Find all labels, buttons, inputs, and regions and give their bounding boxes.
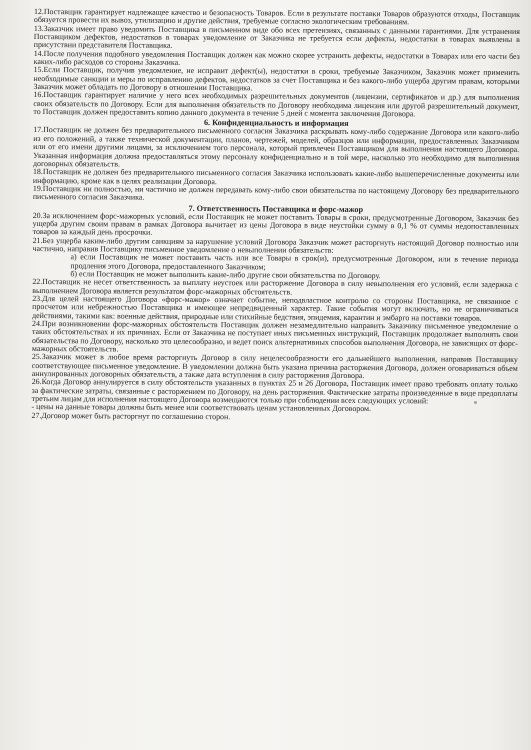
clause-paragraph: 16.Поставщик гарантирует наличие у него всех необходимых разрешительных документов (лицензии, сертификатов и др.) для выполнения своих обязательств по Договору. Если для выполнения обязательств по Договору необходима лицензия или другой разрешительный документ, то Поставщик должен предоставить копию данного документа в течение 5 дней с момента заключения Договора. (33, 90, 520, 119)
clause-paragraph: 22.Поставщик не несет ответственность за выплату неустоек или расторжение Договора в силу невыполнения его условий, если задержка с выполнением Договора является результатом форс-мажорных обстоятельств. (32, 277, 519, 297)
clause-paragraph: 14.После получения подобного уведомления Поставщик должен как можно скорее устранить дефекты, недостатки в Товарах или его части без каких-либо расходов со стороны Заказчика. (33, 48, 520, 67)
clause-paragraph: 18.Поставщик не должен без предварительного письменного согласия Заказчика использовать какие-либо вышеперечисленные документы или информацию, кроме как в целях реализации Договора. (32, 167, 520, 186)
clause-paragraph: 24.При возникновении форс-мажорных обстоятельств Поставщик должен незамедлительно направить Заказчику письменное уведомление о таких обстоятельствах и их причинах. Если от Заказчика не поступает иных письменных инструкций, Поставщик продолжает выполнять свои обязательства по Договору, насколько это целесообразно, и ведет поиск альтернативных способов выполнения Договора, не зависящих от форс-мажорных обстоятельств. (31, 319, 519, 354)
clause-paragraph: 21.Без ущерба каким-либо другим санкциям за нарушение условий Договора Заказчик может расторгнуть настоящий Договор полностью или частично, направив Поставщику письменное уведомление о невыполнении обязательств: (32, 235, 519, 255)
sub-clause: б) если Поставщик не может выполнить какие-либо другие свои обязательства по Договору. (70, 269, 381, 281)
clause-paragraph: 12.Поставщик гарантирует надлежащее качество и безопасность Товаров. Если в результате поставки Товаров образуются отходы, Поставщик обязуется провести их вывоз, утилизацию и другие действия, требуемые согласно экологическим требованиям. (33, 7, 520, 27)
clause-paragraph: 17.Поставщик не должен без предварительного письменного согласия Заказчика раскрывать кому-либо содержание Договора или какого-либо из его положений, а также технической документации, планов, чертежей, моделей, образцов или информации, предоставленных Заказчиком или от его имени другими лицами, за исключением того персонала, который привлечен Поставщиком для выполнения настоящего Договора. Указанная информация должна предоставляться этому персоналу конфиденциально и в той мере, насколько это необходимо для выполнения договорных обязательств. (33, 125, 520, 169)
section-heading: 6. Конфиденциальность и информация (203, 118, 349, 129)
section-heading: 7. Ответственность Поставщика и форс-мажор (188, 203, 364, 214)
clause-paragraph: 26.Когда Договор аннулируется в силу обстоятельств указанных в пунктах 25 и 26 Договора, Поставщик имеет право требовать оплату только за фактические затраты, связанные с расторжением по Договору, на день расторжения. Фактические затраты произведенные в виде предоплаты третьим лицам для исполнения настоящего Договора возмещаются только при соблюдении всех следующих условий: (31, 377, 518, 406)
clause-paragraph: - цены на данные товары должны быть менее или соответствовать ценам установленных Договором. (31, 402, 372, 414)
clause-paragraph: 27.Договор может быть расторгнут по соглашению сторон. (31, 410, 231, 422)
scan-speck (474, 401, 477, 404)
clause-paragraph: 20.За исключением форс-мажорных условий, если Поставщик не может поставить Товары в сроки, предусмотренные Договором, Заказчик без ущерба другим своим правам в рамках Договора вычитает из цены Договора в виде неустойки сумму в 0,1 % от суммы недопоставленных товаров за каждый день просрочки. (32, 210, 519, 237)
sub-clause: а) если Поставщик не может поставить часть или все Товары в срок(и), предусмотренные Договором, или в течение периода продления этого Договора, предоставленного Заказчиком; (70, 252, 519, 272)
clause-paragraph: 13.Заказчик имеет право уведомить Поставщика в письменном виде обо всех претензиях, связанных с данными гарантиями. Для устранения Поставщиком дефектов, недостатков в товарах уведомление от Заказчика не требуется если дефекты, недостатки в товарах выявлены в присутствии представителя Поставщика. (33, 23, 520, 51)
clause-paragraph: 19.Поставщик ни полностью, ни частично не должен передавать кому-либо свои обязательства по настоящему Договору без предварительного письменного согласия Заказчика. (32, 183, 519, 202)
clause-paragraph: 15.Если Поставщик, получив уведомление, не исправит дефект(ы), недостатки в сроки, требуемые Заказчиком, Заказчик может применить необходимые санкции и меры по исправлению дефектов, недостатков за счет Поставщика и без какого-либо ущерба другим правам, которыми Заказчик может обладать по Договору в отношении Поставщика. (33, 65, 520, 93)
clause-paragraph: 23.Для целей настоящего Договора «форс-мажор» означает событие, неподвластное контролю со стороны Поставщика, не связанное с просчетом или небрежностью Поставщика и имеющее непредвиденный характер. Такие события могут включать, но не ограничиваться действиями, такими как: военные действия, природные или стихийные бедствия, эпидемия, карантин и эмбарго на поставки товаров. (32, 293, 519, 323)
contract-text (31, 8, 520, 423)
clause-paragraph: 25.Заказчик может в любое время расторгнуть Договор в силу нецелесообразности его дальнейшего выполнения, направив Поставщику соответствующее письменное уведомление. В уведомлении должна быть указана причина расторжения Договора, должен оговариваться объем аннулированных договорных обязательств, а также дата вступления в силу расторжения Договора. (31, 352, 518, 381)
